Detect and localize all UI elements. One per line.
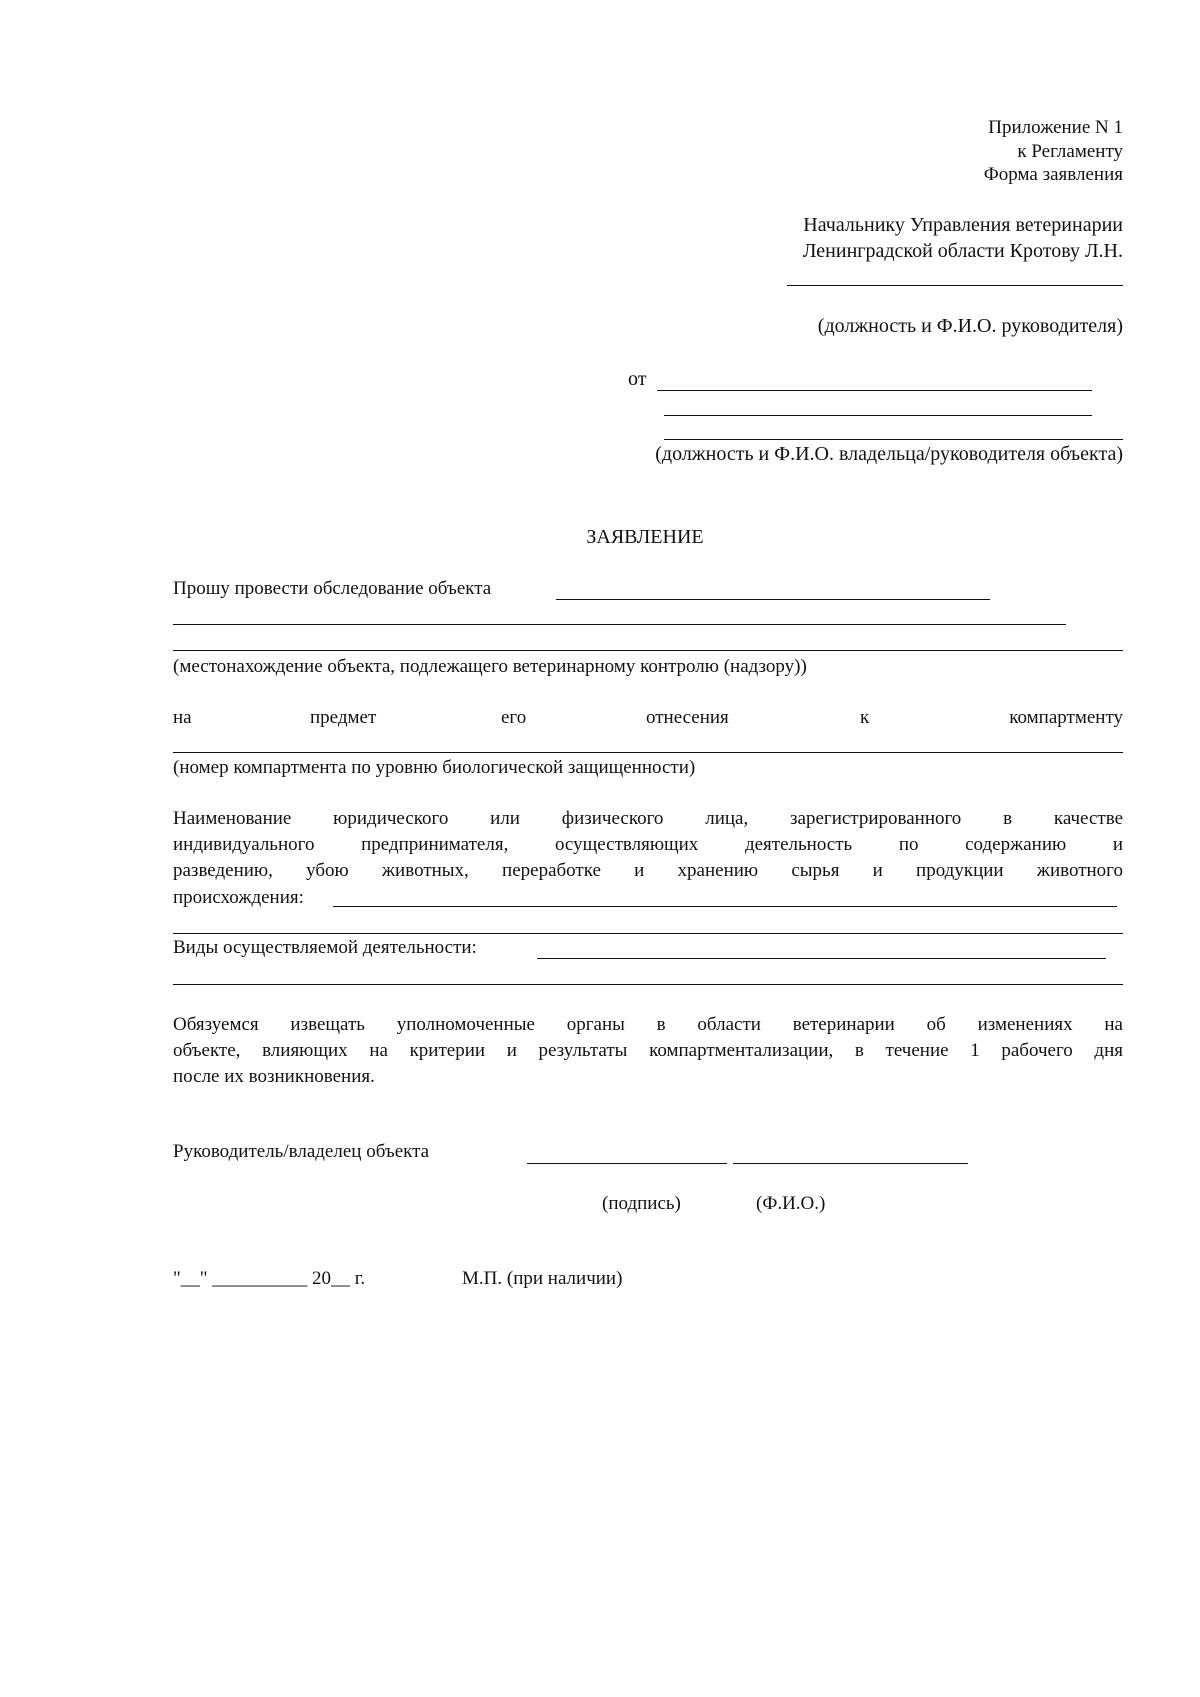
addressee-fill-line[interactable]: [787, 285, 1123, 286]
subject-word-6: компартменту: [1009, 707, 1123, 728]
request-fill-line[interactable]: [556, 599, 990, 600]
compartment-caption: (номер компартмента по уровню биологической защищенности): [173, 757, 696, 778]
addressee-caption: (должность и Ф.И.О. руководителя): [817, 315, 1123, 337]
activity-fill-line-1[interactable]: [537, 958, 1106, 959]
fio-caption: (Ф.И.О.): [756, 1193, 826, 1214]
name-line-1: Наименование юридического или физического лица, зарегистрированного в качестве: [173, 808, 1123, 829]
from-label: от: [628, 368, 647, 390]
subject-word-4: отнесения: [646, 707, 729, 728]
name-last-label: происхождения:: [173, 887, 304, 908]
obligation-line-2: объекте, влияющих на критерии и результаты компартментализации, в течение 1 рабочего дня: [173, 1040, 1123, 1061]
sender-fill-line-1[interactable]: [657, 390, 1092, 391]
name-paragraph: [173, 806, 1123, 884]
compartment-fill-line[interactable]: [173, 752, 1123, 753]
location-fill-line-1[interactable]: [173, 624, 1066, 625]
subject-word-1: на: [173, 707, 192, 728]
fio-fill-line[interactable]: [733, 1163, 968, 1164]
subject-word-2: предмет: [310, 707, 377, 728]
regulation-label: к Регламенту: [1017, 141, 1123, 162]
activity-fill-line-2[interactable]: [173, 984, 1123, 985]
form-label: Форма заявления: [983, 164, 1123, 185]
obligation-paragraph: [173, 1012, 1123, 1064]
sender-fill-line-2[interactable]: [664, 415, 1092, 416]
name-fill-line-1[interactable]: [333, 906, 1117, 907]
date-field[interactable]: "__" __________ 20__ г.: [173, 1268, 366, 1289]
name-line-3: разведению, убою животных, переработке и хранению сырья и продукции животного: [173, 860, 1123, 881]
request-label: Прошу провести обследование объекта: [173, 578, 492, 599]
name-line-2: индивидуального предпринимателя, осуществляющих деятельность по содержанию и: [173, 834, 1123, 855]
location-caption: (местонахождение объекта, подлежащего ветеринарному контролю (надзору)): [173, 656, 807, 677]
sender-fill-line-3[interactable]: [664, 439, 1123, 440]
signature-caption: (подпись): [602, 1193, 681, 1214]
addressee-line-2: Ленинградской области Кротову Л.Н.: [802, 240, 1123, 262]
addressee-line-1: Начальнику Управления ветеринарии: [803, 214, 1123, 236]
signature-fill-line[interactable]: [527, 1163, 727, 1164]
owner-label: Руководитель/владелец объекта: [173, 1141, 430, 1162]
name-fill-line-2[interactable]: [173, 933, 1123, 934]
subject-word-3: его: [501, 707, 527, 728]
activity-label: Виды осуществляемой деятельности:: [173, 937, 477, 958]
document-title: ЗАЯВЛЕНИЕ: [586, 526, 704, 548]
sender-caption: (должность и Ф.И.О. владельца/руководителя объекта): [655, 443, 1123, 465]
obligation-line-1: Обязуемся извещать уполномоченные органы в области ветеринарии об изменениях на: [173, 1014, 1123, 1035]
obligation-last-line: после их возникновения.: [173, 1066, 375, 1087]
subject-word-5: к: [860, 707, 870, 728]
appendix-label: Приложение N 1: [988, 117, 1123, 138]
location-fill-line-2[interactable]: [173, 650, 1123, 651]
stamp-label: М.П. (при наличии): [462, 1268, 623, 1289]
